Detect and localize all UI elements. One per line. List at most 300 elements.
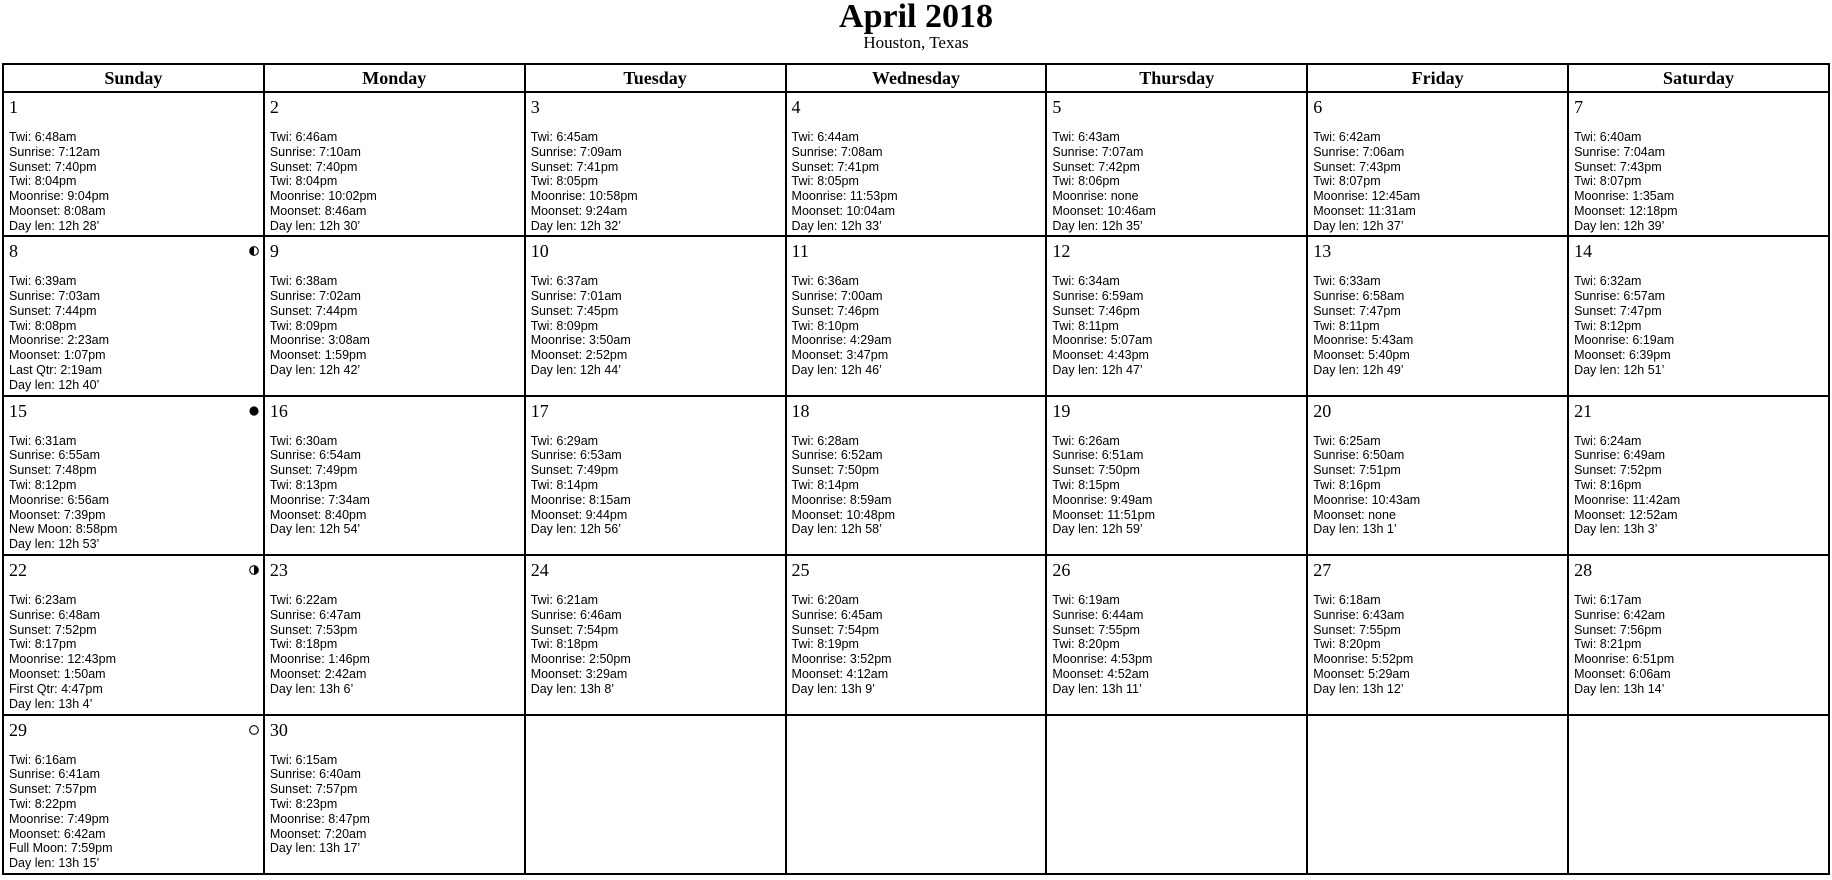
detail-line: Twi: 6:40am xyxy=(1574,130,1642,144)
detail-line: Sunrise: 6:58am xyxy=(1313,289,1405,303)
detail-line: Moonset: 5:29am xyxy=(1313,667,1410,682)
detail-line: Moonrise: 4:29am xyxy=(791,333,892,348)
detail-line: Moonset: 10:04am xyxy=(791,203,896,218)
detail-line: Day len: 12h 39’ xyxy=(1574,218,1665,233)
day-number: 10 xyxy=(530,241,549,262)
detail-line: Twi: 8:20pm xyxy=(1052,637,1120,652)
detail-line: Day len: 13h 1’ xyxy=(1313,522,1397,537)
detail-line: Moonrise: 6:19am xyxy=(1574,333,1675,348)
day-number: 24 xyxy=(530,560,549,581)
detail-line: Twi: 8:22pm xyxy=(9,796,77,811)
detail-line: Day len: 12h 40’ xyxy=(9,377,100,392)
day-details xyxy=(9,274,261,392)
detail-line: Moonset: 6:39pm xyxy=(1574,348,1671,363)
detail-line: Moonset: 4:52am xyxy=(1052,667,1149,682)
detail-line: Twi: 8:18pm xyxy=(530,637,599,652)
detail-line: Moonrise: none xyxy=(1052,189,1139,204)
first-quarter-icon xyxy=(249,562,259,572)
weekday-header: Wednesday xyxy=(786,64,1047,92)
detail-line: Day len: 12h 32’ xyxy=(530,218,622,233)
day-cell xyxy=(264,555,525,714)
detail-line: Sunrise: 6:54am xyxy=(269,448,361,463)
detail-line: Moonrise: 7:34am xyxy=(269,492,370,507)
day-details xyxy=(1574,274,1826,378)
detail-line: Moonset: 5:40pm xyxy=(1313,348,1410,363)
detail-line: Sunset: 7:51pm xyxy=(1313,463,1401,478)
detail-line: Moonset: 1:07pm xyxy=(9,348,106,363)
detail-line: Sunrise: 7:09am xyxy=(530,144,622,159)
detail-line: Moonset: 7:20am xyxy=(269,826,367,841)
detail-line: Day len: 13h 17’ xyxy=(269,841,361,856)
day-number: 23 xyxy=(269,560,288,581)
detail-line: Sunrise: 6:45am xyxy=(791,607,883,622)
day-cell xyxy=(525,555,786,714)
detail-line: Twi: 8:05pm xyxy=(791,174,859,189)
detail-line: Twi: 6:16am xyxy=(9,752,77,767)
detail-line: Twi: 6:23am xyxy=(9,593,77,608)
day-cell xyxy=(786,396,1047,555)
calendar-grid xyxy=(2,63,1830,875)
day-details xyxy=(531,130,783,234)
detail-line: Twi: 8:04pm xyxy=(269,174,338,189)
detail-line: Sunset: 7:45pm xyxy=(530,303,619,318)
detail-line: Sunset: 7:40pm xyxy=(269,159,358,174)
day-number: 6 xyxy=(1313,97,1323,117)
detail-line: Moonset: 9:24am xyxy=(530,203,628,218)
detail-line: Twi: 8:16pm xyxy=(1574,478,1642,493)
detail-line: Twi: 6:22am xyxy=(269,593,338,608)
detail-line: Moonrise: 11:42am xyxy=(1574,492,1681,507)
detail-line: Day len: 12h 37’ xyxy=(1313,218,1404,233)
day-details xyxy=(531,593,783,697)
day-details xyxy=(1574,593,1826,697)
day-cell xyxy=(3,396,264,555)
week-row xyxy=(3,555,1829,714)
detail-line: Moonset: 4:12am xyxy=(791,667,889,682)
detail-line: Day len: 12h 33’ xyxy=(791,218,882,233)
day-number: 19 xyxy=(1052,400,1071,421)
detail-line: Sunrise: 7:07am xyxy=(1052,144,1144,159)
weekday-header: Sunday xyxy=(3,64,264,92)
detail-line: Moonset: 10:46am xyxy=(1052,203,1156,218)
day-number: 30 xyxy=(269,719,288,740)
day-details xyxy=(1313,274,1565,378)
day-number: 8 xyxy=(9,241,18,262)
day-cell xyxy=(264,236,525,395)
day-cell xyxy=(1568,236,1829,395)
detail-line: Sunset: 7:53pm xyxy=(269,622,358,637)
day-cell xyxy=(3,92,264,236)
detail-line: Moonset: 8:08am xyxy=(9,203,106,218)
detail-line: Sunset: 7:50pm xyxy=(791,463,880,478)
day-number: 20 xyxy=(1313,400,1332,421)
detail-line: Sunrise: 6:53am xyxy=(530,448,622,463)
day-cell xyxy=(3,715,264,874)
day-number: 17 xyxy=(530,400,549,421)
day-cell xyxy=(1568,396,1829,555)
detail-line: Twi: 8:17pm xyxy=(9,637,77,652)
detail-line: Twi: 6:29am xyxy=(530,433,599,448)
detail-line: Sunset: 7:55pm xyxy=(1313,622,1401,637)
detail-line: Sunset: 7:43pm xyxy=(1313,159,1401,174)
detail-line: Sunrise: 7:01am xyxy=(530,289,622,303)
detail-line: Day len: 12h 53’ xyxy=(9,537,100,552)
detail-line: Sunrise: 7:00am xyxy=(791,289,883,303)
detail-line: Sunrise: 6:48am xyxy=(9,607,101,622)
weekday-header: Thursday xyxy=(1046,64,1307,92)
detail-line: Moonrise: 3:50am xyxy=(530,333,631,348)
detail-line: Day len: 12h 49’ xyxy=(1313,362,1404,377)
day-details xyxy=(1052,274,1304,378)
detail-line: Moonset: 8:40pm xyxy=(269,507,367,522)
day-details xyxy=(792,593,1044,697)
detail-line: Sunrise: 6:55am xyxy=(9,448,101,463)
empty-day-cell xyxy=(525,715,786,874)
detail-line: Day len: 13h 8’ xyxy=(530,681,615,696)
detail-line: Day len: 12h 42’ xyxy=(269,362,361,377)
empty-day-cell xyxy=(1046,715,1307,874)
detail-line: Twi: 6:20am xyxy=(791,593,859,608)
day-number: 4 xyxy=(791,97,801,117)
detail-line: Twi: 8:04pm xyxy=(9,174,77,189)
day-details xyxy=(9,130,261,234)
detail-line: Twi: 6:39am xyxy=(9,274,77,289)
empty-day-cell xyxy=(786,715,1047,874)
detail-line: Sunset: 7:42pm xyxy=(1052,159,1140,174)
detail-line: Moonset: 8:46am xyxy=(269,203,367,218)
detail-line: Moonrise: 2:23am xyxy=(9,333,110,348)
day-cell xyxy=(786,236,1047,395)
day-details xyxy=(531,434,783,538)
detail-line: Moonset: 12:18pm xyxy=(1574,203,1678,218)
detail-line: Sunrise: 7:02am xyxy=(269,289,361,303)
detail-line: Sunrise: 6:43am xyxy=(1313,607,1405,622)
day-details xyxy=(1574,130,1826,234)
detail-line: Moonrise: 4:53pm xyxy=(1052,652,1153,667)
detail-line: Twi: 8:21pm xyxy=(1574,637,1642,652)
detail-line: Moonset: 3:29am xyxy=(530,667,628,682)
detail-line: Sunrise: 6:52am xyxy=(791,448,883,463)
day-details xyxy=(9,593,261,711)
day-cell xyxy=(264,715,525,874)
day-cell xyxy=(525,396,786,555)
detail-line: Sunrise: 6:44am xyxy=(1052,607,1144,622)
day-cell xyxy=(3,236,264,395)
new-moon-icon xyxy=(249,403,259,413)
detail-line: Sunset: 7:56pm xyxy=(1574,622,1662,637)
detail-line: Twi: 6:36am xyxy=(791,274,859,289)
detail-line: Moonset: 11:51pm xyxy=(1052,507,1155,522)
day-details xyxy=(792,130,1044,234)
day-number: 5 xyxy=(1052,97,1062,117)
detail-line: Moonrise: 11:53pm xyxy=(791,189,898,204)
detail-line: Sunset: 7:40pm xyxy=(9,159,97,174)
detail-line: Moonset: 12:52am xyxy=(1574,507,1678,522)
detail-line: Moonset: 11:31am xyxy=(1313,203,1416,218)
week-row xyxy=(3,715,1829,874)
day-cell xyxy=(1568,92,1829,236)
detail-line: Day len: 12h 56’ xyxy=(530,522,622,537)
detail-line: Sunrise: 6:41am xyxy=(9,767,101,782)
detail-line: Twi: 8:23pm xyxy=(269,796,338,811)
day-number: 28 xyxy=(1574,560,1593,581)
detail-line: Sunset: 7:49pm xyxy=(530,463,619,478)
day-cell xyxy=(1046,555,1307,714)
detail-line: Day len: 12h 30’ xyxy=(269,218,361,233)
day-cell xyxy=(264,396,525,555)
detail-line: Twi: 6:33am xyxy=(1313,274,1381,289)
detail-line: Twi: 8:11pm xyxy=(1313,318,1380,333)
day-cell xyxy=(1568,555,1829,714)
day-number: 15 xyxy=(9,400,27,421)
detail-line: Twi: 6:21am xyxy=(530,593,599,608)
detail-line: Sunset: 7:52pm xyxy=(9,622,97,637)
detail-line: Twi: 8:18pm xyxy=(269,637,338,652)
detail-line: Twi: 6:46am xyxy=(269,130,338,144)
detail-line: Moonrise: 3:08am xyxy=(269,333,370,348)
day-number: 21 xyxy=(1574,400,1593,421)
detail-line: Moonrise: 5:43am xyxy=(1313,333,1414,348)
detail-line: Twi: 8:12pm xyxy=(9,478,77,493)
day-number: 29 xyxy=(9,719,27,740)
detail-line: Twi: 6:25am xyxy=(1313,433,1381,448)
detail-line: Moonset: 2:52pm xyxy=(530,348,628,363)
detail-line: Moonrise: 3:52pm xyxy=(791,652,892,667)
detail-line: Sunset: 7:54pm xyxy=(530,622,619,637)
weekday-header-row xyxy=(3,64,1829,92)
detail-line: Twi: 6:45am xyxy=(530,130,599,144)
detail-line: Moonrise: 6:51pm xyxy=(1574,652,1675,667)
detail-line: Moonrise: 8:59am xyxy=(791,492,892,507)
detail-line: Twi: 6:42am xyxy=(1313,130,1381,144)
detail-line: Moonrise: 5:52pm xyxy=(1313,652,1414,667)
day-number: 11 xyxy=(791,241,809,262)
day-number: 13 xyxy=(1313,241,1332,262)
day-details xyxy=(531,274,783,378)
detail-line: Moonset: 9:44pm xyxy=(530,507,628,522)
day-number: 18 xyxy=(791,400,810,421)
empty-day-cell xyxy=(1568,715,1829,874)
day-details xyxy=(270,753,522,857)
day-number: 2 xyxy=(269,97,279,117)
detail-line: Twi: 8:07pm xyxy=(1313,174,1381,189)
detail-line: Twi: 8:09pm xyxy=(269,318,338,333)
detail-line: Twi: 6:19am xyxy=(1052,593,1120,608)
detail-line: Sunset: 7:46pm xyxy=(791,303,880,318)
detail-line: Moonset: 6:42am xyxy=(9,826,106,841)
detail-line: Sunset: 7:57pm xyxy=(269,782,358,797)
day-cell xyxy=(1046,236,1307,395)
week-row xyxy=(3,396,1829,555)
page-title: April 2018 xyxy=(839,0,993,35)
detail-line: Moonrise: 1:35am xyxy=(1574,189,1675,204)
detail-line: Twi: 6:15am xyxy=(269,752,338,767)
detail-line: Twi: 8:14pm xyxy=(791,478,859,493)
detail-line: Sunset: 7:43pm xyxy=(1574,159,1662,174)
day-cell xyxy=(1307,396,1568,555)
detail-line: Twi: 8:07pm xyxy=(1574,174,1642,189)
day-cell xyxy=(3,555,264,714)
detail-line: Moonset: 1:59pm xyxy=(269,348,367,363)
detail-line: Moonrise: 10:43am xyxy=(1313,492,1421,507)
detail-line: Last Qtr: 2:19am xyxy=(9,362,103,377)
detail-line: Moonrise: 5:07am xyxy=(1052,333,1153,348)
detail-line: Twi: 8:15pm xyxy=(1052,478,1120,493)
detail-line: Sunset: 7:46pm xyxy=(1052,303,1140,318)
detail-line: Day len: 12h 46’ xyxy=(791,362,882,377)
day-cell xyxy=(525,236,786,395)
location-subtitle: Houston, Texas xyxy=(863,33,969,52)
detail-line: Moonset: 2:42am xyxy=(269,667,367,682)
day-details xyxy=(270,130,522,234)
detail-line: Moonset: 6:06am xyxy=(1574,667,1671,682)
detail-line: Day len: 13h 14’ xyxy=(1574,681,1665,696)
detail-line: Sunrise: 6:51am xyxy=(1052,448,1144,463)
detail-line: Day len: 13h 4’ xyxy=(9,696,93,711)
detail-line: Twi: 6:32am xyxy=(1574,274,1642,289)
detail-line: Sunset: 7:41pm xyxy=(791,159,880,174)
day-details xyxy=(9,753,261,871)
detail-line: Twi: 6:43am xyxy=(1052,130,1120,144)
day-number: 14 xyxy=(1574,241,1593,262)
last-quarter-icon xyxy=(249,243,259,253)
detail-line: Day len: 13h 12’ xyxy=(1313,681,1404,696)
detail-line: Moonset: 10:48pm xyxy=(791,507,896,522)
detail-line: Moonrise: 2:50pm xyxy=(530,652,631,667)
detail-line: Twi: 8:05pm xyxy=(530,174,599,189)
detail-line: Day len: 13h 3’ xyxy=(1574,522,1658,537)
detail-line: Twi: 6:24am xyxy=(1574,433,1642,448)
detail-line: Twi: 6:37am xyxy=(530,274,599,289)
day-cell xyxy=(525,92,786,236)
detail-line: Sunrise: 7:04am xyxy=(1574,144,1666,159)
detail-line: Twi: 8:09pm xyxy=(530,318,599,333)
day-number: 1 xyxy=(9,97,18,117)
day-cell xyxy=(1307,92,1568,236)
detail-line: Moonrise: 10:58pm xyxy=(530,189,638,204)
detail-line: Twi: 6:34am xyxy=(1052,274,1120,289)
day-number: 22 xyxy=(9,560,27,581)
day-number: 9 xyxy=(269,241,279,262)
day-number: 27 xyxy=(1313,560,1332,581)
detail-line: Moonset: none xyxy=(1313,507,1396,522)
detail-line: Day len: 12h 59’ xyxy=(1052,522,1143,537)
day-cell xyxy=(1307,236,1568,395)
detail-line: Moonrise: 6:56am xyxy=(9,492,110,507)
day-details xyxy=(270,434,522,538)
detail-line: Day len: 13h 15’ xyxy=(9,856,100,871)
detail-line: Moonrise: 7:49pm xyxy=(9,811,110,826)
week-row xyxy=(3,236,1829,395)
detail-line: Moonset: 3:47pm xyxy=(791,348,889,363)
detail-line: Twi: 6:28am xyxy=(791,433,859,448)
day-details xyxy=(1313,434,1565,538)
detail-line: Twi: 6:26am xyxy=(1052,433,1120,448)
detail-line: Twi: 8:20pm xyxy=(1313,637,1381,652)
detail-line: Moonrise: 8:47pm xyxy=(269,811,370,826)
day-number: 25 xyxy=(791,560,810,581)
day-number: 12 xyxy=(1052,241,1071,262)
detail-line: Twi: 8:13pm xyxy=(269,478,338,493)
detail-line: Twi: 8:11pm xyxy=(1052,318,1119,333)
detail-line: Twi: 8:16pm xyxy=(1313,478,1381,493)
detail-line: Moonset: 4:43pm xyxy=(1052,348,1149,363)
detail-line: Twi: 6:31am xyxy=(9,433,77,448)
day-details xyxy=(9,434,261,552)
detail-line: Twi: 8:19pm xyxy=(791,637,859,652)
detail-line: Sunset: 7:55pm xyxy=(1052,622,1140,637)
full-moon-icon xyxy=(249,722,259,732)
day-details xyxy=(1052,130,1304,234)
detail-line: Sunrise: 7:10am xyxy=(269,144,361,159)
detail-line: Day len: 12h 54’ xyxy=(269,522,361,537)
detail-line: Day len: 12h 44’ xyxy=(530,362,622,377)
day-cell xyxy=(1307,555,1568,714)
detail-line: Sunrise: 7:06am xyxy=(1313,144,1405,159)
detail-line: Day len: 12h 47’ xyxy=(1052,362,1143,377)
detail-line: Sunset: 7:47pm xyxy=(1574,303,1662,318)
day-number: 16 xyxy=(269,400,288,421)
weekday-header: Tuesday xyxy=(525,64,786,92)
detail-line: Day len: 12h 28’ xyxy=(9,218,100,233)
detail-line: Moonrise: 12:43pm xyxy=(9,652,117,667)
detail-line: Moonrise: 9:49am xyxy=(1052,492,1153,507)
day-details xyxy=(1574,434,1826,538)
detail-line: Twi: 8:08pm xyxy=(9,318,77,333)
day-details xyxy=(1052,434,1304,538)
detail-line: Sunrise: 6:47am xyxy=(269,607,361,622)
detail-line: Moonrise: 8:15am xyxy=(530,492,631,507)
weekday-header: Saturday xyxy=(1568,64,1829,92)
detail-line: Day len: 12h 35’ xyxy=(1052,218,1143,233)
detail-line: Moonset: 7:39pm xyxy=(9,507,106,522)
detail-line: Sunrise: 6:50am xyxy=(1313,448,1405,463)
detail-line: Twi: 6:48am xyxy=(9,130,77,144)
detail-line: Sunset: 7:47pm xyxy=(1313,303,1401,318)
detail-line: Twi: 6:18am xyxy=(1313,593,1381,608)
detail-line: Sunset: 7:52pm xyxy=(1574,463,1662,478)
detail-line: Twi: 6:44am xyxy=(791,130,859,144)
detail-line: Sunset: 7:44pm xyxy=(9,303,97,318)
detail-line: Twi: 8:14pm xyxy=(530,478,599,493)
detail-line: Moonrise: 10:02pm xyxy=(269,189,377,204)
detail-line: Sunset: 7:57pm xyxy=(9,782,97,797)
day-details xyxy=(1052,593,1304,697)
detail-line: Moonrise: 9:04pm xyxy=(9,189,110,204)
empty-day-cell xyxy=(1307,715,1568,874)
detail-line: Twi: 6:38am xyxy=(269,274,338,289)
day-details xyxy=(1313,593,1565,697)
detail-line: Twi: 6:30am xyxy=(269,433,338,448)
day-number: 7 xyxy=(1574,97,1584,117)
detail-line: Sunset: 7:44pm xyxy=(269,303,358,318)
day-details xyxy=(792,434,1044,538)
detail-line: First Qtr: 4:47pm xyxy=(9,681,103,696)
detail-line: Full Moon: 7:59pm xyxy=(9,841,113,856)
day-number: 26 xyxy=(1052,560,1071,581)
day-cell xyxy=(786,92,1047,236)
day-cell xyxy=(1046,92,1307,236)
detail-line: Sunset: 7:41pm xyxy=(530,159,619,174)
detail-line: Day len: 13h 6’ xyxy=(269,681,354,696)
detail-line: Twi: 8:06pm xyxy=(1052,174,1120,189)
weekday-header: Monday xyxy=(264,64,525,92)
detail-line: Moonrise: 12:45am xyxy=(1313,189,1421,204)
day-cell xyxy=(786,555,1047,714)
detail-line: Twi: 6:17am xyxy=(1574,593,1642,608)
detail-line: Sunrise: 6:40am xyxy=(269,767,361,782)
day-details xyxy=(792,274,1044,378)
